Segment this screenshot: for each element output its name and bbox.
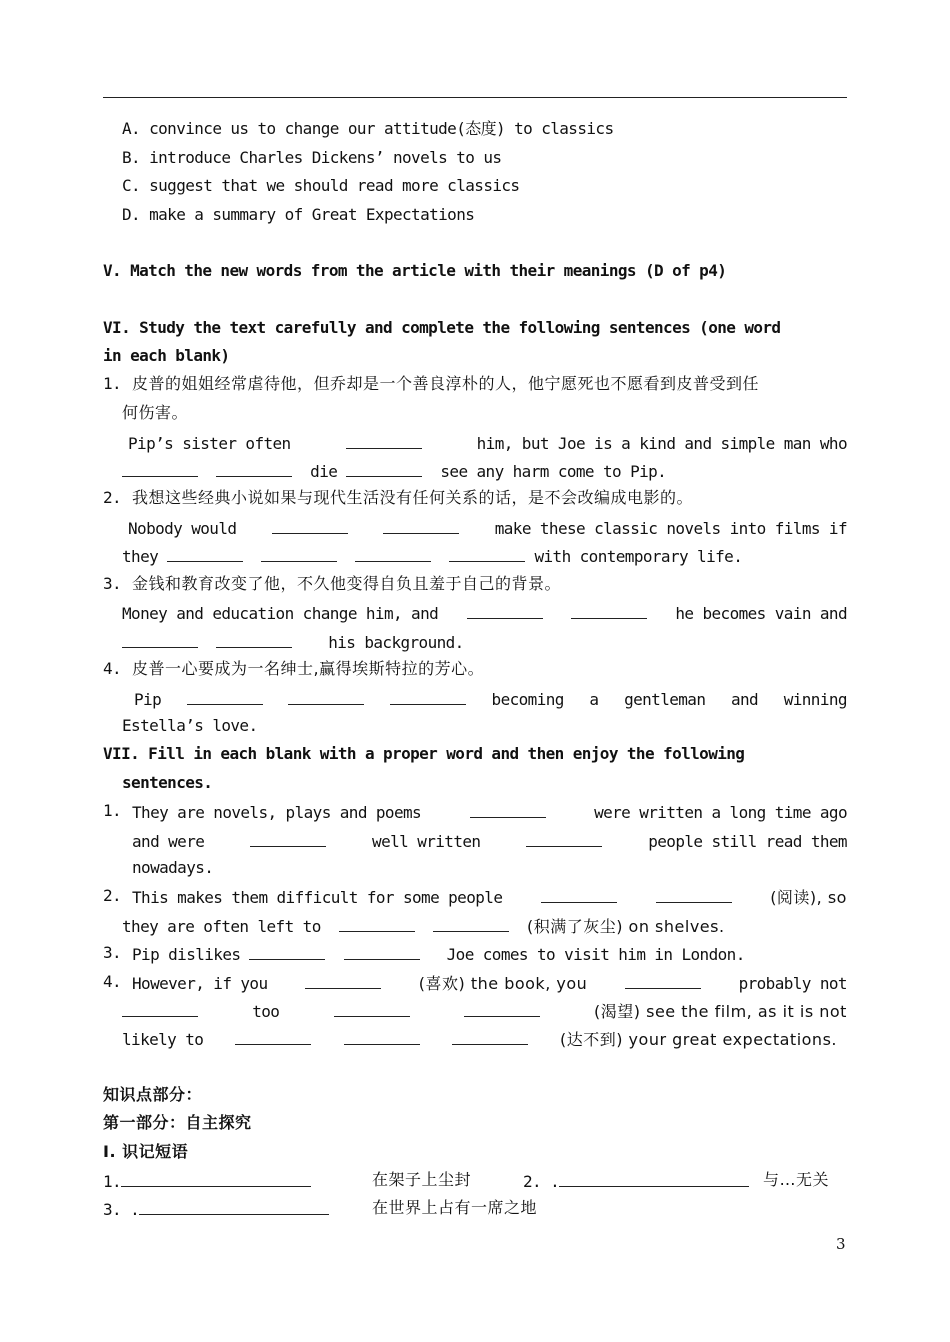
vii-q4-line-1: However, if you (喜欢) the book, you probably not (132, 974, 847, 993)
vi-q3-number: 3. (103, 574, 122, 593)
option-d: D. make a summary of Great Expectations (122, 205, 475, 224)
blank[interactable] (250, 830, 326, 847)
vii-q3-number: 3. (103, 943, 122, 962)
blank[interactable] (571, 602, 647, 619)
blank[interactable] (390, 688, 466, 705)
blank[interactable] (121, 1170, 311, 1187)
blank[interactable] (216, 631, 292, 648)
blank[interactable] (122, 1000, 198, 1017)
blank[interactable] (355, 545, 431, 562)
blank[interactable] (470, 801, 546, 818)
blank[interactable] (122, 460, 198, 477)
blank[interactable] (187, 688, 263, 705)
part-one-title: 第一部分：自主探究 (103, 1113, 252, 1132)
blank[interactable] (526, 830, 602, 847)
blank[interactable] (122, 631, 198, 648)
knowledge-title: 知识点部分： (103, 1085, 203, 1104)
section-vi-heading-cont: in each blank) (103, 346, 230, 365)
blank[interactable] (339, 915, 415, 932)
blank[interactable] (346, 432, 422, 449)
blank[interactable] (625, 972, 701, 989)
blank[interactable] (346, 460, 422, 477)
vi-q1-english-1: Pip’s sister often him, but Joe is a kind and simple man who (128, 434, 847, 453)
vi-q4-chinese: 皮普一心要成为一名绅士,赢得埃斯特拉的芳心。 (132, 659, 485, 678)
section-vii-heading-cont: sentences. (122, 773, 213, 792)
blank[interactable] (344, 943, 420, 960)
blank[interactable] (344, 1028, 420, 1045)
vi-q4-english-2: Estella’s love. (122, 716, 258, 735)
blank[interactable] (464, 1000, 540, 1017)
vii-q4-line-3: likely to (达不到) your great expectations. (122, 1030, 837, 1049)
vi-q1-chinese-1: 皮普的姐姐经常虐待他，但乔却是一个善良淳朴的人，他宁愿死也不愿看到皮普受到任 (132, 374, 760, 393)
vi-q2-chinese: 我想这些经典小说如果与现代生活没有任何关系的话，是不会改编成电影的。 (132, 488, 694, 507)
vii-q1-line-3: nowadays. (132, 858, 214, 877)
vi-q3-english-1: Money and education change him, and he becomes vain and (122, 604, 847, 623)
vii-q1-line-1: They are novels, plays and poems were written a long time ago (132, 803, 847, 822)
page-number: 3 (836, 1235, 846, 1253)
blank[interactable] (249, 943, 325, 960)
vi-q1-number: 1. (103, 374, 122, 393)
vi-q3-english-2: his background. (122, 631, 464, 653)
vii-q2-number: 2. (103, 886, 122, 905)
vi-q2-english-2: they with contemporary life. (122, 547, 743, 566)
vii-q3-line: Pip dislikes Joe comes to visit him in London. (132, 945, 745, 964)
vi-q4-english-1: Pip becoming a gentleman and winning (134, 690, 847, 709)
phrase-item-1: 1. (103, 1170, 311, 1192)
blank[interactable] (139, 1198, 329, 1215)
blank[interactable] (288, 688, 364, 705)
vi-q1-english-2: die see any harm come to Pip. (122, 460, 666, 482)
vii-q1-line-2: and were well written people still read them (132, 832, 847, 851)
blank[interactable] (559, 1170, 749, 1187)
vii-q4-number: 4. (103, 972, 122, 991)
blank[interactable] (656, 886, 732, 903)
blank[interactable] (541, 886, 617, 903)
blank[interactable] (452, 1028, 528, 1045)
blank[interactable] (433, 915, 509, 932)
header-rule (103, 97, 847, 98)
vii-q1-number: 1. (103, 801, 122, 820)
blank[interactable] (216, 460, 292, 477)
blank[interactable] (272, 517, 348, 534)
section-vi-heading: VI. Study the text carefully and complete the following sentences (one word (103, 318, 781, 337)
blank[interactable] (261, 545, 337, 562)
blank[interactable] (235, 1028, 311, 1045)
vii-q2-line-2: they are often left to (积满了灰尘) on shelves. (122, 917, 725, 936)
blank[interactable] (449, 545, 525, 562)
vii-q2-line-1: This makes them difficult for some people (阅读), so (132, 888, 847, 907)
phrase-item-3-chinese: 在世界上占有一席之地 (372, 1198, 538, 1217)
section-v-heading: V. Match the new words from the article with their meanings (D of p4) (103, 261, 727, 280)
phrase-item-3: 3. . (103, 1198, 329, 1220)
option-a: A. convince us to change our attitude(态度) to classics (122, 119, 614, 138)
option-b: B. introduce Charles Dickens’ novels to us (122, 148, 502, 167)
vi-q1-chinese-2: 何伤害。 (122, 403, 189, 422)
blank[interactable] (305, 972, 381, 989)
vi-q2-english-1: Nobody would make these classic novels into films if (128, 519, 847, 538)
vi-q2-number: 2. (103, 488, 122, 507)
phrase-item-2-chinese: 与…无关 (763, 1170, 830, 1189)
blank[interactable] (467, 602, 543, 619)
phrase-item-2: 2. . (523, 1170, 749, 1192)
vi-q3-chinese: 金钱和教育改变了他，不久他变得自负且羞于自己的背景。 (132, 574, 562, 593)
section-vii-heading: VII. Fill in each blank with a proper word and then enjoy the following (103, 744, 745, 763)
blank[interactable] (334, 1000, 410, 1017)
vii-q4-line-2: too (渴望) see the film, as it is not (122, 1000, 847, 1022)
vi-q4-number: 4. (103, 659, 122, 678)
blank[interactable] (383, 517, 459, 534)
phrase-item-1-chinese: 在架子上尘封 (372, 1170, 472, 1189)
blank[interactable] (167, 545, 243, 562)
option-c: C. suggest that we should read more classics (122, 176, 520, 195)
phrases-subtitle: I. 识记短语 (103, 1142, 189, 1161)
